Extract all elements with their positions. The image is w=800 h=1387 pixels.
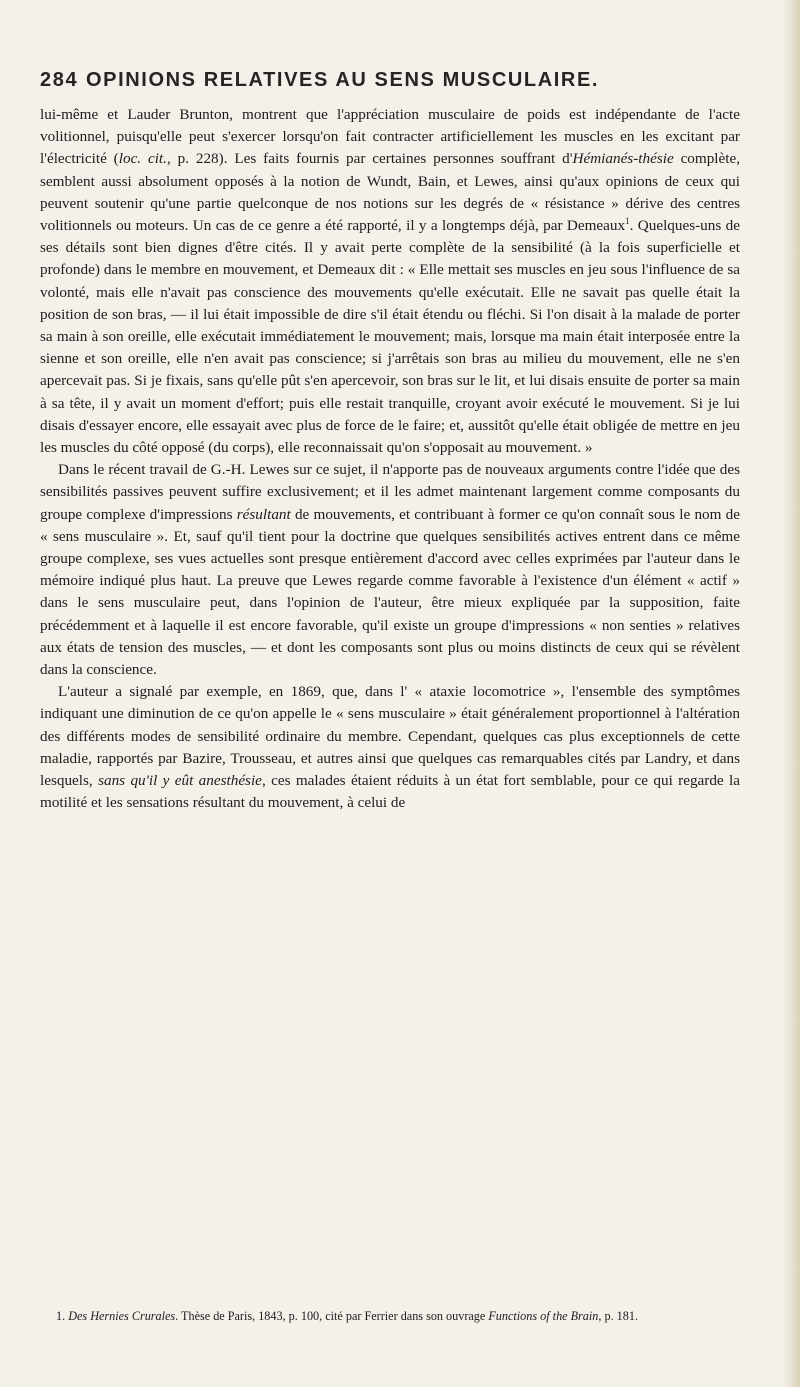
paragraph-text: . Quelques-uns de ses détails sont bien dignes d'être cités. Il y avait perte complète de la sensibilité (à la fois superficielle et profonde) dans le membre en mouvement, et Demeaux dit : « Elle mettait ses muscles en jeu sous l'influence de sa volonté, mais elle n'avait pas conscience des mouvements qu'elle exécutait. Elle ne savait pas quelle était la position de son bras, — il lui était impossible de dire s'il était étendu ou fléchi. Si l'on disait à la malade de porter sa main à son oreille, elle exécutait immédiatement le mouvement; mais, lorsque ma main était interposée entre la sienne et son oreille, elle n'en avait pas conscience; si j'arrêtais son bras au milieu du mouvement, elle ne s'en apercevait pas. Si je fixais, sans qu'elle pût s'en apercevoir, son bras sur le lit, et lui disais ensuite de porter sa main à sa tête, il y avait un moment d'effort; puis elle restait tranquille, croyant avoir exécuté le mouvement. Si je lui disais d'essayer encore, elle essayait avec plus de force de le faire; et, aussitôt qu'elle était obligée de mettre en jeu les muscles du côté opposé (du corps), elle reconnaissait qu'on s'opposait au mouvement. » <box>40 217 740 457</box>
footnote-1 <box>40 1307 740 1325</box>
paragraph-text: L'auteur a signalé par exemple, en 1869, que, dans l' « ataxie locomotrice », l'ensemble des symptômes indiquant une diminution de ce qu'on appelle le « sens musculaire » était généralement proportionnel à l'altération des différents modes de sensibilité ordinaire du membre. Cependant, quelques cas plus exceptionnels de cette maladie, rapportés par Bazire, Trousseau, et autres ainsi que quelques cas remarquables cités par Landry, et dans lesquels, <box>40 683 740 790</box>
paragraph-3 <box>40 681 740 814</box>
paragraph-text: , ces malades étaient réduits à un état fort semblable, pour ce qui regarde la motilité et les sensations résultant du mouvement, à celui de <box>40 772 740 812</box>
paragraph-text: de mouvements, et contribuant à former ce qu'on connaît sous le nom de « sens musculaire ». Et, sauf qu'il tient pour la doctrine que quelques sensibilités actives entrent dans ce même groupe complexe, ses vues actuelles sont presque entièrement d'accord avec celles exprimées par l'auteur dans le mémoire indiqué plus haut. La preuve que Lewes regarde comme favorable à l'existence d'un élément « actif » dans le sens musculaire peut, dans l'opinion de l'auteur, être mieux expliquée par la supposition, faite précédemment et à laquelle il est encore favorable, qu'il existe un groupe d'impressions « non senties » relatives aux états de tension des muscles, — et dont les composants sont plus ou moins distincts de ceux qui se révèlent dans la conscience. <box>40 505 740 679</box>
italic-phrase: sans qu'il y eût anesthésie <box>98 772 262 790</box>
footnote-title: Des Hernies Crurales <box>68 1309 176 1323</box>
footnote-text: . Thèse de Paris, 1843, p. 100, cité par Ferrier dans son ouvrage <box>175 1309 489 1323</box>
paragraph-1 <box>40 104 740 459</box>
page-header <box>40 69 740 95</box>
footnote-ref: 1 <box>625 215 630 226</box>
paragraph-2 <box>40 459 740 681</box>
page-number: 284 <box>40 69 79 91</box>
italic-citation: loc. cit. <box>118 150 167 168</box>
paragraph-text: lui-même et Lauder Brunton, montrent que l'appréciation musculaire de poids est indépendante de l'acte volitionnel, puisqu'elle peut s'exercer lorsqu'on fait contracter artificiellement les muscles en les excitant par l'électricité ( <box>40 106 740 168</box>
paragraph-text: , p. 228). Les faits fournis par certaines personnes souffrant d' <box>166 150 573 168</box>
italic-term: résultant <box>236 505 291 523</box>
body-text <box>40 104 740 815</box>
footnote-text: , p. 181. <box>598 1309 638 1323</box>
footnotes <box>40 1307 740 1325</box>
paragraph-text: Dans le récent travail de G.-H. Lewes sur ce sujet, il n'apporte pas de nouveaux arguments contre l'idée que des sensibilités passives peuvent suffire exclusivement; et il les admet maintenant largement comme composants du groupe complexe d'impressions <box>40 461 740 523</box>
scan-edge <box>782 0 800 1387</box>
italic-term: Hémianés-thésie <box>572 150 674 168</box>
running-head: OPINIONS RELATIVES AU SENS MUSCULAIRE. <box>86 69 600 91</box>
footnote-number: 1. <box>56 1309 69 1323</box>
paragraph-text: complète, semblent aussi absolument opposés à la notion de Wundt, Bain, et Lewes, ainsi qu'aux opinions de ceux qui peuvent soutenir qu'une partie quelconque de nos notions sur les degrés de « résistance » dérive des centres volitionnels ou moteurs. Un cas de ce genre a été rapporté, il y a longtemps déjà, par Demeaux <box>40 150 741 235</box>
footnote-title: Functions of the Brain <box>488 1309 599 1323</box>
